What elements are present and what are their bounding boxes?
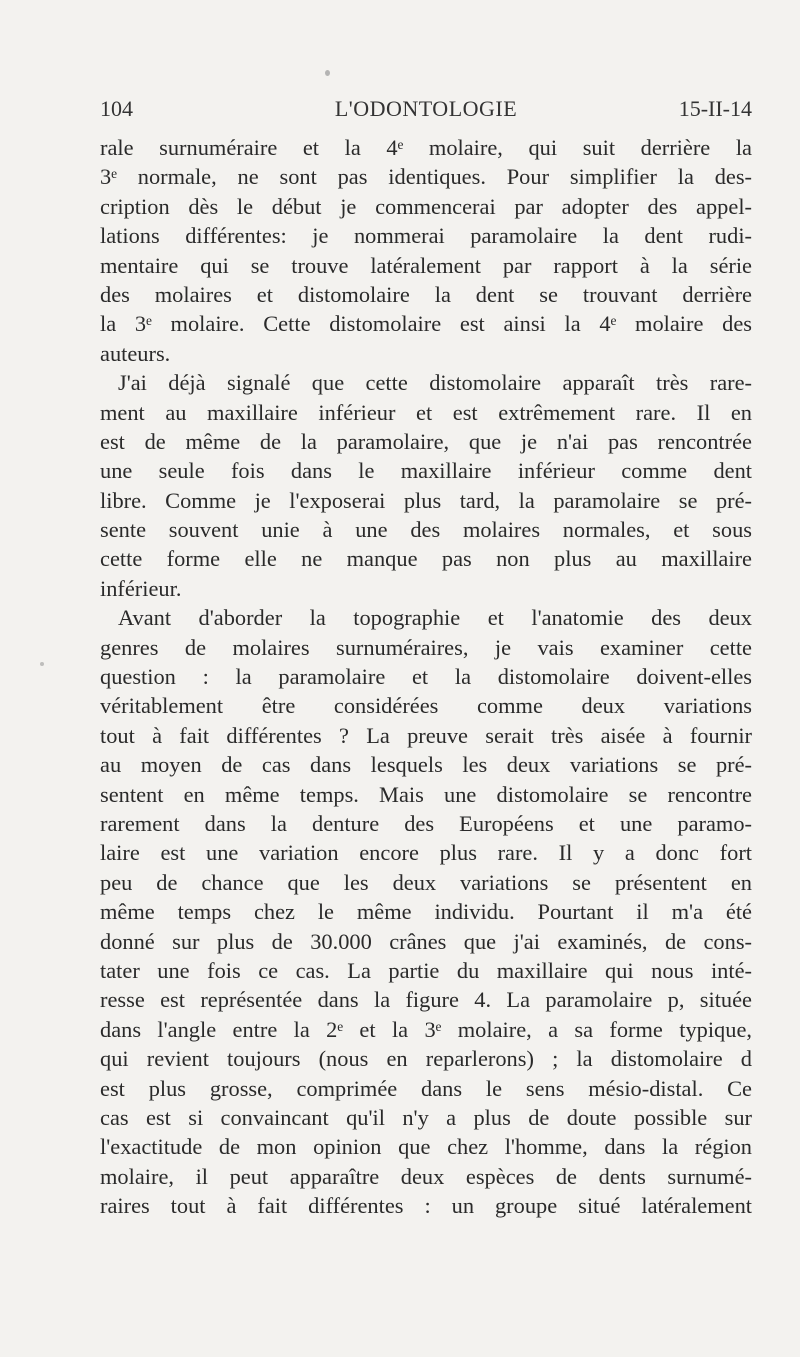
text-line: question : la paramolaire et la distomolaire doivent-elles bbox=[100, 664, 752, 690]
text-line: ment au maxillaire inférieur et est extrêmement rare. Il en bbox=[100, 399, 752, 425]
text-line: lations différentes: je nommerai paramolaire la dent rudi- bbox=[100, 223, 752, 249]
text-line: 3ᵉ normale, ne sont pas identiques. Pour simplifier la des- bbox=[100, 164, 752, 190]
text-line: sentent en même temps. Mais une distomolaire se rencontre bbox=[100, 781, 752, 807]
text-line: libre. Comme je l'exposerai plus tard, la paramolaire se pré- bbox=[100, 487, 752, 513]
text-line: cette forme elle ne manque pas non plus au maxillaire bbox=[100, 546, 752, 572]
page-number: 104 bbox=[100, 96, 133, 121]
text-line: au moyen de cas dans lesquels les deux variations se pré- bbox=[100, 752, 752, 778]
text-line: Avant d'aborder la topographie et l'anatomie des deux bbox=[118, 605, 752, 631]
text-line: est de même de la paramolaire, que je n'ai pas rencontrée bbox=[100, 428, 752, 454]
ink-speck bbox=[325, 70, 330, 76]
text-line: genres de molaires surnuméraires, je vais examiner cette bbox=[100, 634, 752, 660]
text-line: rarement dans la denture des Européens et une paramo- bbox=[100, 810, 752, 836]
text-line: dans l'angle entre la 2ᵉ et la 3ᵉ molaire, a sa forme typique, bbox=[100, 1016, 752, 1042]
text-line: molaire, il peut apparaître deux espèces de dents surnumé- bbox=[100, 1163, 752, 1189]
text-line: tater une fois ce cas. La partie du maxillaire qui nous inté- bbox=[100, 957, 752, 983]
text-line: cription dès le début je commencerai par adopter des appel- bbox=[100, 193, 752, 219]
text-line: mentaire qui se trouve latéralement par rapport à la série bbox=[100, 252, 752, 278]
text-line: inférieur. bbox=[100, 575, 182, 601]
text-line: peu de chance que les deux variations se présentent en bbox=[100, 869, 752, 895]
text-line: laire est une variation encore plus rare. Il y a donc fort bbox=[100, 840, 752, 866]
text-line: est plus grosse, comprimée dans le sens mésio-distal. Ce bbox=[100, 1075, 752, 1101]
page-header bbox=[100, 96, 752, 126]
body-text bbox=[100, 133, 752, 1220]
text-line: sente souvent unie à une des molaires normales, et sous bbox=[100, 517, 752, 543]
text-line: rale surnuméraire et la 4ᵉ molaire, qui suit derrière la bbox=[100, 135, 752, 160]
running-title: L'ODONTOLOGIE bbox=[334, 96, 518, 121]
text-line: donné sur plus de 30.000 crânes que j'ai examinés, de cons- bbox=[100, 928, 752, 954]
text-line: cas est si convaincant qu'il n'y a plus de doute possible sur bbox=[100, 1104, 752, 1130]
ink-speck bbox=[40, 662, 44, 666]
text-line: véritablement être considérées comme deux variations bbox=[100, 693, 752, 719]
text-line: J'ai déjà signalé que cette distomolaire apparaît très rare- bbox=[118, 370, 752, 396]
text-line: raires tout à fait différentes : un groupe situé latéralement bbox=[100, 1193, 752, 1219]
text-line: auteurs. bbox=[100, 340, 171, 366]
text-line: tout à fait différentes ? La preuve serait très aisée à fournir bbox=[100, 722, 752, 748]
text-line: resse est représentée dans la figure 4. La paramolaire p, située bbox=[100, 987, 752, 1013]
text-line: la 3ᵉ molaire. Cette distomolaire est ainsi la 4ᵉ molaire des bbox=[100, 311, 752, 337]
text-line: qui revient toujours (nous en reparlerons) ; la distomolaire d bbox=[100, 1046, 752, 1072]
text-line: des molaires et distomolaire la dent se trouvant derrière bbox=[100, 281, 752, 307]
issue-date: 15-II-14 bbox=[678, 96, 752, 121]
text-line: l'exactitude de mon opinion que chez l'homme, dans la région bbox=[100, 1134, 752, 1160]
text-line: une seule fois dans le maxillaire inférieur comme dent bbox=[100, 458, 752, 484]
text-line: même temps chez le même individu. Pourtant il m'a été bbox=[100, 899, 752, 925]
